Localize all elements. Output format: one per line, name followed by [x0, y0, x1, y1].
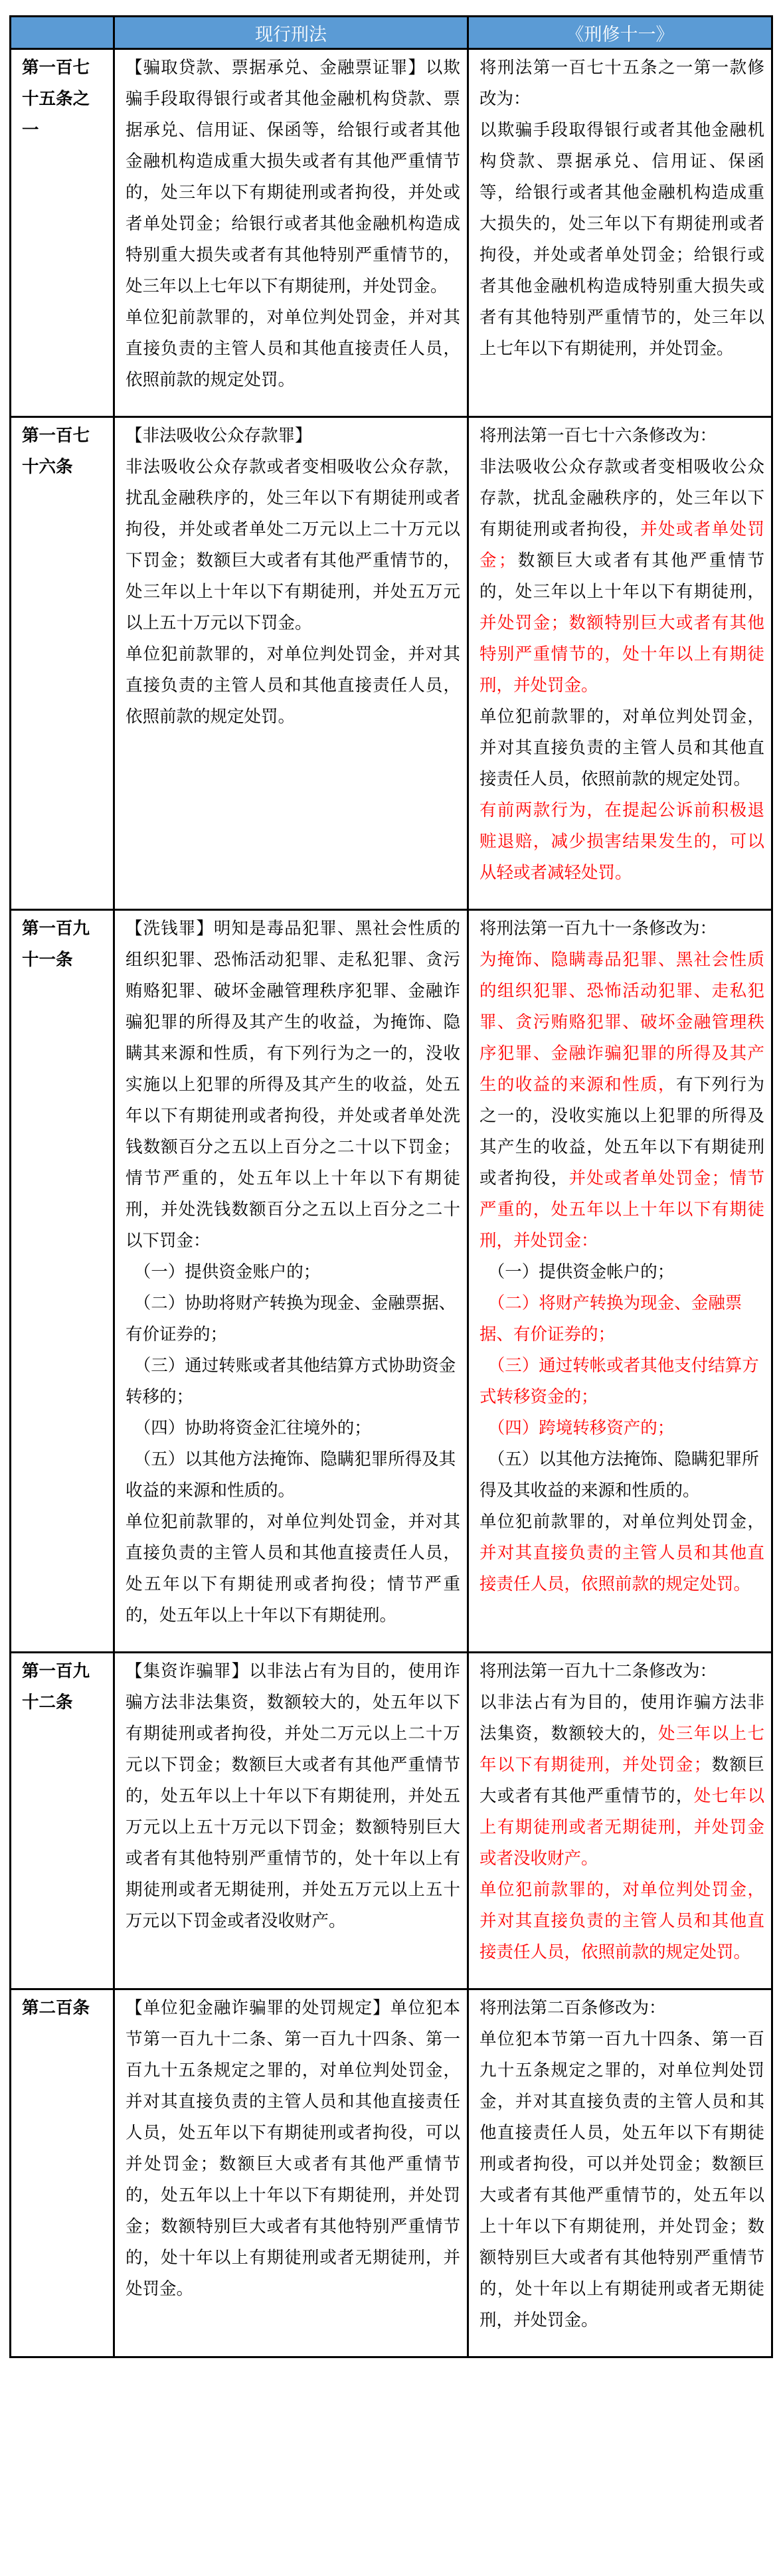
amended-text-change: 并处罚金；数额特别巨大或者有其他特别严重情节的，处十年以上有期徒刑，并处罚金。 [479, 613, 764, 695]
amended-law-paragraph [479, 452, 764, 701]
amended-text: 数额巨大或者有其他严重情节的， [479, 1755, 764, 1806]
amended-text: 单位犯前款罪的，对单位判处罚金，并对其直接负责的主管人员和其他直接责任人员，依照前款的规定处罚。 [479, 707, 764, 789]
amended-text-change: （二）将财产转换为现金、金融票据、有价证券的； [479, 1293, 742, 1344]
amended-law-paragraph [479, 701, 764, 795]
amended-text: 数额巨大或者有其他严重情节的，处三年以上十年以下有期徒刑， [479, 551, 764, 602]
amended-law-paragraph [479, 1875, 764, 1968]
amended-law-paragraph [479, 1413, 764, 1444]
header-current-law: 现行刑法 [114, 17, 468, 49]
article-number: 第一百七十五条之一 [11, 49, 114, 417]
amended-law-paragraph [479, 1993, 764, 2024]
current-law-cell [114, 1989, 468, 2357]
amended-law-paragraph [479, 913, 764, 945]
amended-law-paragraph [479, 115, 764, 365]
amended-law-paragraph [479, 945, 764, 1257]
amended-law-paragraph [479, 52, 764, 115]
amended-text: 非法吸收公众存款或者变相吸收公众存款，扰乱金融秩序的，处三年以下有期徒刑或者拘役， [479, 457, 764, 539]
current-law-paragraph: 【洗钱罪】明知是毒品犯罪、黑社会性质的组织犯罪、恐怖活动犯罪、走私犯罪、贪污贿赂犯罪、破坏金融管理秩序犯罪、金融诈骗犯罪的所得及其产生的收益，为掩饰、隐瞒其来源和性质，有下列行为之一的，没收实施以上犯罪的所得及其产生的收益，处五年以下有期徒刑或者拘役，并处或者单处洗钱数额百分之五以上百分之二十以下罚金；情节严重的，处五年以上十年以下有期徒刑，并处洗钱数额百分之五以上百分之二十以下罚金： [126, 919, 460, 1251]
table-row [11, 910, 772, 1653]
amended-law-paragraph [479, 1656, 764, 1687]
header-amendment-xi: 《刑修十一》 [468, 17, 772, 49]
amended-text: 以非法占有为目的，使用诈骗方法非法集资，数额较大的， [479, 1693, 764, 1744]
header-article [11, 17, 114, 49]
amended-text: 将刑法第一百七十五条之一第一款修改为： [479, 58, 764, 109]
article-number: 第一百九十一条 [11, 910, 114, 1653]
amended-law-paragraph [479, 420, 764, 452]
amended-text: 有下列行为之一的，没收实施以上犯罪的所得及其产生的收益，处五年以下有期徒刑或者拘役， [479, 1075, 764, 1188]
amended-text-change: （三）通过转帐或者其他支付结算方式转移资金的； [479, 1356, 759, 1407]
current-law-paragraph: （二）协助将财产转换为现金、金融票据、有价证券的； [126, 1293, 456, 1344]
current-law-cell [114, 49, 468, 417]
amended-text: 单位犯本节第一百九十四条、第一百九十五条规定之罪的，对单位判处罚金，并对其直接负责的主管人员和其他直接责任人员，处五年以下有期徒刑或者拘役，可以并处罚金；数额巨大或者有其他严重情节的，处五年以上十年以下有期徒刑，并处罚金；数额特别巨大或者有其他特别严重情节的，处十年以上有期徒刑或者无期徒刑，并处罚金。 [479, 2029, 764, 2330]
amended-text-change: 并对其直接负责的主管人员和其他直接责任人员，依照前款的规定处罚。 [479, 1543, 764, 1594]
amended-law-cell [468, 1989, 772, 2357]
amended-law-paragraph [479, 795, 764, 889]
amended-law-paragraph [479, 1507, 764, 1600]
table-row [11, 1653, 772, 1989]
amended-text-change: 处三年以上七年以下有期徒刑，并处罚金； [479, 1724, 764, 1775]
article-number: 第一百九十二条 [11, 1653, 114, 1989]
current-law-paragraph: （四）协助将资金汇往境外的； [133, 1418, 371, 1438]
current-law-paragraph: 单位犯前款罪的，对单位判处罚金，并对其直接负责的主管人员和其他直接责任人员，依照前款的规定处罚。 [126, 308, 460, 390]
article-number: 第一百七十六条 [11, 417, 114, 910]
amended-text: 单位犯前款罪的，对单位判处罚金， [479, 1512, 764, 1532]
table-row [11, 1989, 772, 2357]
amended-text: （五）以其他方法掩饰、隐瞒犯罪所得及其收益的来源和性质的。 [479, 1449, 759, 1501]
article-number: 第二百条 [11, 1989, 114, 2357]
amended-law-cell [468, 1653, 772, 1989]
amended-law-cell [468, 417, 772, 910]
comparison-table [9, 15, 773, 2358]
current-law-cell [114, 910, 468, 1653]
current-law-paragraph: （三）通过转账或者其他结算方式协助资金转移的； [126, 1356, 456, 1407]
table-row [11, 417, 772, 910]
table-row [11, 49, 772, 417]
current-law-cell [114, 417, 468, 910]
amended-text: 将刑法第二百条修改为： [479, 1998, 666, 2018]
table-header-row [11, 17, 772, 49]
current-law-paragraph: 单位犯前款罪的，对单位判处罚金，并对其直接负责的主管人员和其他直接责任人员，处五年以下有期徒刑或者拘役；情节严重的，处五年以上十年以下有期徒刑。 [126, 1512, 460, 1625]
amended-text-change: 并处或者单处罚金；情节严重的，处五年以上十年以下有期徒刑，并处罚金： [479, 1168, 764, 1251]
current-law-paragraph: 单位犯前款罪的，对单位判处罚金，并对其直接负责的主管人员和其他直接责任人员，依照前款的规定处罚。 [126, 644, 460, 727]
current-law-paragraph: （五）以其他方法掩饰、隐瞒犯罪所得及其收益的来源和性质的。 [126, 1449, 456, 1501]
current-law-paragraph: 【骗取贷款、票据承兑、金融票证罪】以欺骗手段取得银行或者其他金融机构贷款、票据承兑、信用证、保函等，给银行或者其他金融机构造成重大损失或者有其他严重情节的，处三年以下有期徒刑或者拘役，并处或者单处罚金；给银行或者其他金融机构造成特别重大损失或者有其他特别严重情节的，处三年以上七年以下有期徒刑，并处罚金。 [126, 58, 460, 296]
amended-law-paragraph [479, 1257, 764, 1288]
current-law-paragraph: 【非法吸收公众存款罪】 [126, 426, 312, 446]
current-law-paragraph: 【集资诈骗罪】以非法占有为目的，使用诈骗方法非法集资，数额较大的，处五年以下有期徒刑或者拘役，并处二万元以上二十万元以下罚金；数额巨大或者有其他严重情节的，处五年以上十年以下有期徒刑，并处五万元以上五十万元以下罚金；数额特别巨大或者有其他特别严重情节的，处十年以上有期徒刑或者无期徒刑，并处五万元以上五十万元以下罚金或者没收财产。 [126, 1661, 460, 1931]
amended-law-paragraph [479, 1288, 764, 1350]
amended-text-change: （四）跨境转移资产的； [487, 1418, 675, 1438]
amended-law-paragraph [479, 1444, 764, 1507]
amended-law-cell [468, 910, 772, 1653]
amended-law-paragraph [479, 1350, 764, 1413]
current-law-paragraph: 【单位犯金融诈骗罪的处罚规定】单位犯本节第一百九十二条、第一百九十四条、第一百九十五条规定之罪的，对单位判处罚金，并对其直接负责的主管人员和其他直接责任人员，处五年以下有期徒刑或者拘役，可以并处罚金；数额巨大或者有其他严重情节的，处五年以上十年以下有期徒刑，并处罚金；数额特别巨大或者有其他特别严重情节的，处十年以上有期徒刑或者无期徒刑，并处罚金。 [126, 1998, 460, 2299]
amended-text-change: 单位犯前款罪的，对单位判处罚金，并对其直接负责的主管人员和其他直接责任人员，依照前款的规定处罚。 [479, 1880, 764, 1962]
current-law-paragraph: （一）提供资金账户的； [133, 1262, 321, 1282]
amended-text-change: 有前两款行为，在提起公诉前积极退赃退赔，减少损害结果发生的，可以从轻或者减轻处罚。 [479, 800, 764, 883]
amended-text-change: 处七年以上有期徒刑或者无期徒刑，并处罚金或者没收财产。 [479, 1786, 764, 1869]
amended-text-change: 并处或者单处罚金； [479, 519, 764, 571]
amended-text: 将刑法第一百九十一条修改为： [479, 919, 717, 939]
amended-text: （一）提供资金帐户的； [487, 1262, 675, 1282]
amended-text: 以欺骗手段取得银行或者其他金融机构贷款、票据承兑、信用证、保函等，给银行或者其他金融机构造成重大损失的，处三年以下有期徒刑或者拘役，并处或者单处罚金；给银行或者其他金融机构造成特别重大损失或者有其他特别严重情节的，处三年以上七年以下有期徒刑，并处罚金。 [479, 120, 764, 359]
amended-text: 将刑法第一百九十二条修改为： [479, 1661, 717, 1681]
amended-law-paragraph [479, 2024, 764, 2336]
current-law-paragraph: 非法吸收公众存款或者变相吸收公众存款，扰乱金融秩序的，处三年以下有期徒刑或者拘役，并处或者单处二万元以上二十万元以下罚金；数额巨大或者有其他严重情节的，处三年以上十年以下有期徒刑，并处五万元以上五十万元以下罚金。 [126, 457, 460, 633]
amended-law-paragraph [479, 1687, 764, 1875]
amended-text-change: 为掩饰、隐瞒毒品犯罪、黑社会性质的组织犯罪、恐怖活动犯罪、走私犯罪、贪污贿赂犯罪、破坏金融管理秩序犯罪、金融诈骗犯罪的所得及其产生的收益的来源和性质， [479, 950, 764, 1095]
current-law-cell [114, 1653, 468, 1989]
amended-law-cell [468, 49, 772, 417]
amended-text: 将刑法第一百七十六条修改为： [479, 426, 717, 446]
